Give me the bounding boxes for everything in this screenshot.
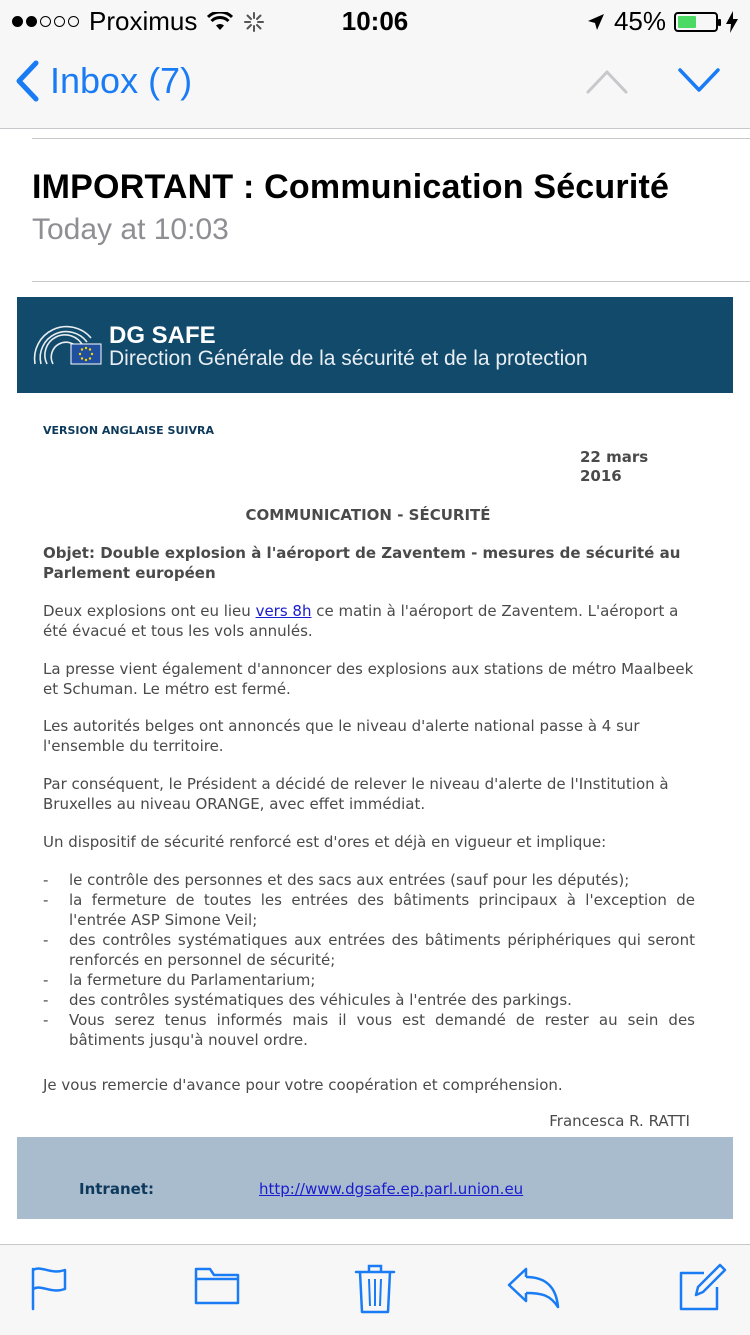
chevron-up-icon[interactable]	[586, 66, 628, 96]
dg-safe-banner	[17, 297, 733, 393]
communication-heading: COMMUNICATION - SÉCURITÉ	[245, 506, 491, 524]
email-subject: IMPORTANT : Communication Sécurité	[32, 168, 670, 206]
list-item: - la fermeture de toutes les entrées des bâtiments principaux à l'exception de l'entrée ASP Simone Veil;	[43, 891, 695, 929]
folder-icon[interactable]	[194, 1265, 240, 1307]
email-received-time: Today at 10:03	[32, 213, 229, 246]
list-item-text: la fermeture de toutes les entrées des bâtiments principaux à l'exception de l'entrée ASP Simone Veil;	[69, 891, 695, 929]
paragraph-1	[43, 601, 695, 641]
chevron-left-icon	[14, 60, 40, 102]
list-item: - la fermeture du Parlamentarium;	[43, 971, 316, 989]
list-item-text: des contrôles systématiques des véhicules à l'entrée des parkings.	[69, 991, 572, 1009]
message-navigation	[586, 66, 720, 96]
intranet-link[interactable]: http://www.dgsafe.ep.parl.union.eu	[259, 1180, 524, 1198]
list-item-text: le contrôle des personnes et des sacs aux entrées (sauf pour les députés);	[69, 871, 630, 889]
chevron-down-icon[interactable]	[678, 66, 720, 96]
letter-date	[580, 448, 670, 486]
bottom-toolbar	[0, 1244, 750, 1335]
closing-line: Je vous remercie d'avance pour votre coopération et compréhension.	[43, 1076, 563, 1094]
intranet-label: Intranet:	[79, 1180, 154, 1198]
version-note: VERSION ANGLAISE SUIVRA	[43, 424, 214, 437]
paragraph-1-end: ce matin à l'aéroport de Zaventem. L'aéroport a été évacué et tous les vols annulés.	[43, 602, 679, 640]
security-measures-list	[43, 870, 695, 1050]
list-item-text: la fermeture du Parlamentarium;	[69, 971, 316, 989]
reply-icon[interactable]	[506, 1265, 560, 1309]
status-time: 10:06	[341, 6, 409, 36]
paragraph-5: Un dispositif de sécurité renforcé est d'ores et déjà en vigueur et implique:	[43, 833, 607, 851]
location-arrow-icon	[586, 12, 606, 32]
intranet-footer	[17, 1137, 733, 1219]
status-right	[586, 6, 738, 37]
charging-bolt-icon	[726, 11, 738, 33]
letter-date-day: 22 mars	[580, 448, 649, 466]
time-link[interactable]: vers 8h	[255, 602, 312, 620]
banner-title: DG SAFE	[109, 322, 216, 349]
paragraph-4: Par conséquent, le Président a décidé de relever le niveau d'alerte de l'Institution à Bruxelles au niveau ORANGE, avec effet immédiat.	[43, 775, 669, 813]
paragraph-3: Les autorités belges ont annoncés que le niveau d'alerte national passe à 4 sur l'ensemble du territoire.	[43, 717, 640, 755]
banner-subtitle: Direction Générale de la sécurité et de la protection	[109, 347, 588, 370]
back-to-inbox-button[interactable]	[14, 60, 192, 102]
header-divider-top	[32, 138, 750, 139]
list-item: - des contrôles systématiques des véhicules à l'entrée des parkings.	[43, 991, 572, 1009]
battery-percent: 45%	[613, 6, 666, 36]
european-parliament-logo-icon	[31, 324, 103, 366]
list-item: - des contrôles systématiques aux entrées des bâtiments périphériques qui seront renforcés en personnel de sécurité;	[43, 931, 695, 969]
list-item-text: des contrôles systématiques aux entrées des bâtiments périphériques qui seront renforcés en personnel de sécurité;	[69, 931, 695, 969]
back-label: Inbox (7)	[50, 60, 193, 101]
paragraph-2: La presse vient également d'annoncer des explosions aux stations de métro Maalbeek et Schuman. Le métro est fermé.	[43, 660, 694, 698]
list-item: - le contrôle des personnes et des sacs aux entrées (sauf pour les députés);	[43, 871, 630, 889]
battery-icon	[674, 12, 718, 32]
header-divider-bottom	[32, 281, 750, 282]
list-item-text: Vous serez tenus informés mais il vous est demandé de rester au sein des bâtiments jusqu'à nouvel ordre.	[69, 1011, 695, 1049]
trash-icon[interactable]	[354, 1263, 396, 1315]
nav-bar	[0, 40, 750, 129]
flag-icon[interactable]	[30, 1265, 68, 1311]
signature: Francesca R. RATTI	[549, 1112, 690, 1130]
list-item: - Vous serez tenus informés mais il vous est demandé de rester au sein des bâtiments jusqu'à nouvel ordre.	[43, 1011, 695, 1049]
paragraph-1-start: Deux explosions ont eu lieu	[43, 602, 256, 620]
objet-line: Objet: Double explosion à l'aéroport de Zaventem - mesures de sécurité au Parlement européen	[43, 544, 681, 582]
carrier-name: Proximus	[89, 6, 198, 36]
status-bar	[0, 0, 750, 40]
letter-date-year: 2016	[580, 467, 622, 485]
compose-icon[interactable]	[678, 1263, 728, 1311]
